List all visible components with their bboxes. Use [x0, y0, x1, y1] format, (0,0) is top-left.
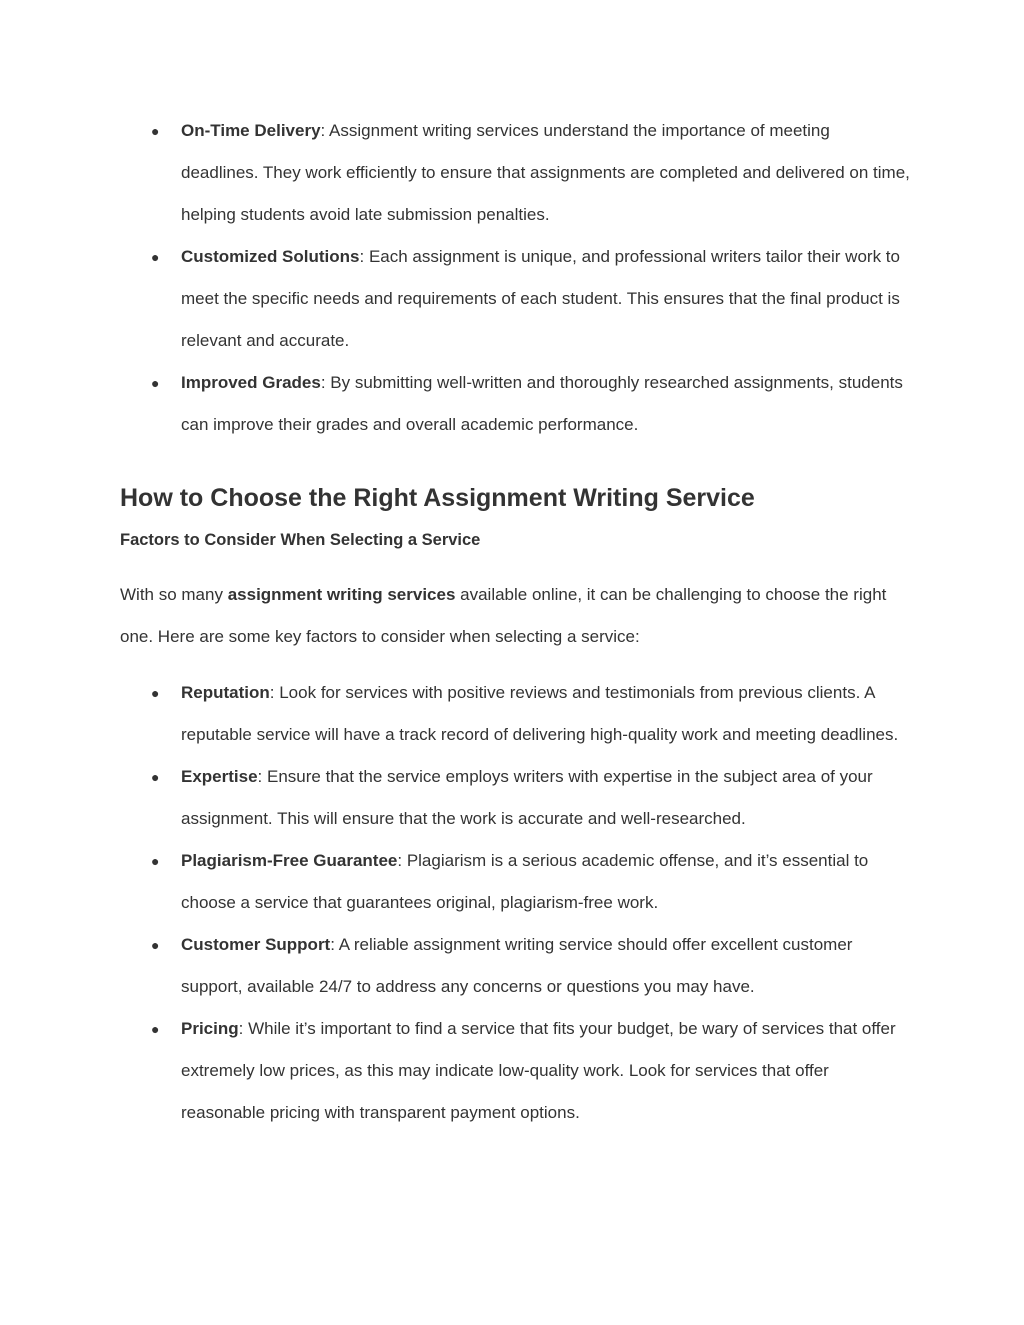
list-item	[120, 236, 910, 362]
list-item	[120, 756, 910, 840]
benefits-list	[120, 110, 910, 446]
list-item	[120, 840, 910, 924]
bullet-icon: ●	[151, 853, 160, 869]
bullet-icon: ●	[151, 685, 160, 701]
intro-keyword: assignment writing services	[227, 585, 456, 604]
list-item-term: Reputation	[181, 683, 270, 702]
bullet-icon: ●	[151, 249, 160, 265]
list-item	[120, 924, 910, 1008]
intro-text-before: With so many	[120, 585, 228, 604]
list-item	[120, 110, 910, 236]
list-item-term: Customer Support	[181, 935, 331, 954]
intro-paragraph	[120, 574, 910, 658]
list-item-term: Plagiarism-Free Guarantee	[181, 851, 398, 870]
list-item-text: : By submitting well-written and thoroughly researched assignments, students can improve their grades and overall academic performance.	[181, 373, 903, 434]
factors-list	[120, 672, 910, 1134]
list-item-text: : Assignment writing services understand the importance of meeting deadlines. They work efficiently to ensure that assignments are completed and delivered on time, helping students avoid late submission penalties.	[181, 121, 910, 224]
bullet-icon: ●	[151, 1021, 160, 1037]
intro-text-after: available online, it can be challenging to choose the right one. Here are some key factors to consider when selecting a service:	[120, 585, 887, 646]
list-item-term: Improved Grades	[181, 373, 321, 392]
bullet-icon: ●	[151, 123, 160, 139]
section-heading: How to Choose the Right Assignment Writing Service	[120, 484, 755, 512]
bullet-icon: ●	[151, 937, 160, 953]
list-item-term: Customized Solutions	[181, 247, 360, 266]
list-item-term: On-Time Delivery	[181, 121, 321, 140]
bullet-icon: ●	[151, 769, 160, 785]
list-item-text: : A reliable assignment writing service should offer excellent customer support, available 24/7 to address any concerns or questions you may have.	[181, 935, 853, 996]
bullet-icon: ●	[151, 375, 160, 391]
list-item-text: : While it’s important to find a service that fits your budget, be wary of services that offer extremely low prices, as this may indicate low-quality work. Look for services that offer reasonable pricing with transparent payment options.	[181, 1019, 896, 1122]
list-item-text: : Ensure that the service employs writers with expertise in the subject area of your assignment. This will ensure that the work is accurate and well-researched.	[181, 767, 873, 828]
list-item	[120, 672, 910, 756]
section-subheading: Factors to Consider When Selecting a Service	[120, 531, 481, 549]
list-item-text: : Each assignment is unique, and professional writers tailor their work to meet the specific needs and requirements of each student. This ensures that the final product is relevant and accurate.	[181, 247, 900, 350]
list-item	[120, 1008, 910, 1134]
list-item	[120, 362, 910, 446]
list-item-text: : Look for services with positive reviews and testimonials from previous clients. A reputable service will have a track record of delivering high-quality work and meeting deadlines.	[181, 683, 899, 744]
list-item-text: : Plagiarism is a serious academic offense, and it’s essential to choose a service that guarantees original, plagiarism-free work.	[181, 851, 869, 912]
list-item-term: Expertise	[181, 767, 258, 786]
list-item-term: Pricing	[181, 1019, 239, 1038]
